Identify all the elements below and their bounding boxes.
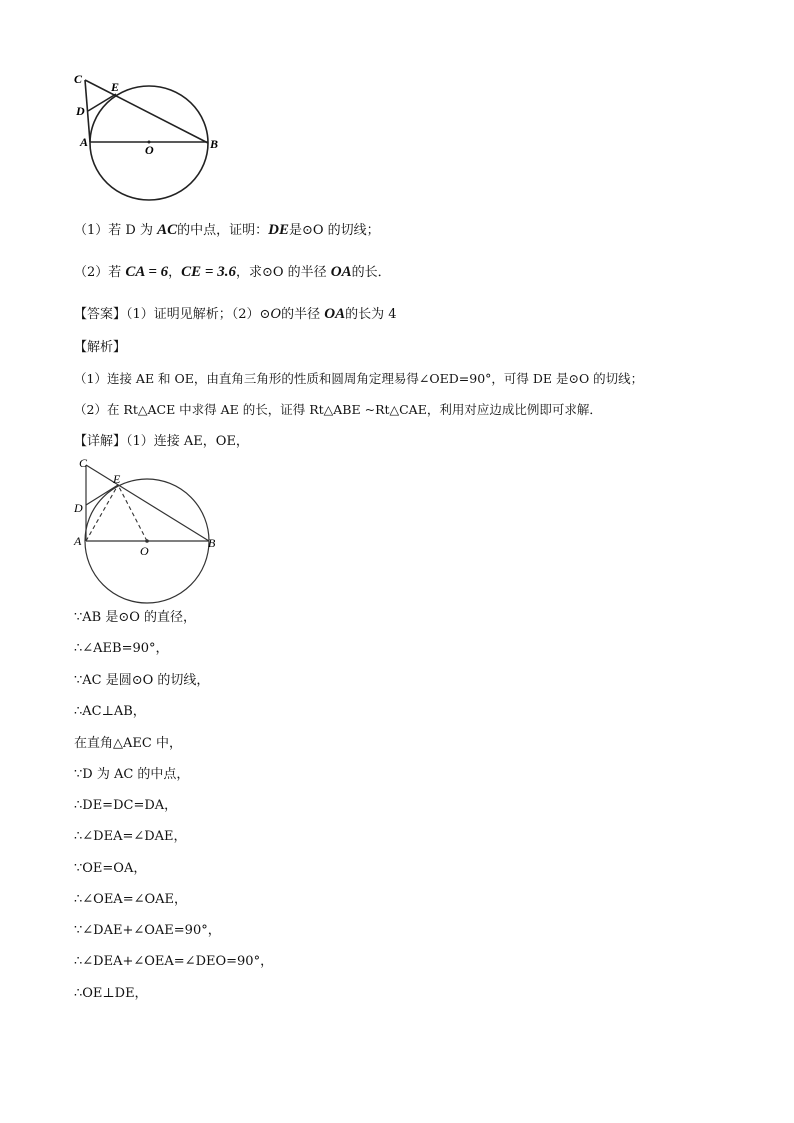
segment-cb-2 [86, 465, 209, 541]
question-2: （2）若 CA = 6，CE = 3.6，求⊙O 的半径 OA的长． [74, 264, 391, 280]
step: ∴DE=DC=DA， [74, 798, 178, 813]
answer-line: 【答案】（1）证明见解析；（2）⊙O的半径 OA的长为 4 [74, 306, 397, 322]
step: ∵OE=OA， [74, 861, 147, 876]
figure-2-diagram [68, 455, 228, 605]
step: ∴∠AEB=90°， [74, 641, 169, 656]
step: ∴AC⊥AB， [74, 704, 146, 719]
segment-cb [85, 80, 208, 143]
step: ∵AB 是⊙O 的直径， [74, 610, 197, 625]
label-d: D [76, 104, 85, 118]
analysis-line-1: （1）连接 AE 和 OE，由直角三角形的性质和圆周角定理易得∠OED=90°，可得 DE 是⊙O 的切线； [74, 371, 644, 386]
label-b: B [210, 137, 219, 151]
step: ∴∠DEA+∠OEA=∠DEO=90°， [74, 954, 274, 969]
dashed-ae [86, 485, 118, 541]
label-o-2: O [140, 544, 149, 558]
step: ∵AC 是圆⊙O 的切线， [74, 673, 210, 688]
step: ∵D 为 AC 的中点， [74, 767, 190, 782]
figure-1-diagram [60, 60, 240, 210]
step: ∴OE⊥DE， [74, 986, 148, 1001]
analysis-line-2: （2）在 Rt△ACE 中求得 AE 的长，证得 Rt△ABE ~Rt△CAE，利用对应边成比例即可求解． [74, 402, 602, 417]
step: ∴∠OEA=∠OAE， [74, 892, 188, 907]
label-e: E [111, 80, 120, 94]
question-1: （1）若 D 为 AC的中点，证明：DE是⊙O 的切线； [74, 222, 380, 238]
step: ∵∠DAE+∠OAE=90°， [74, 923, 221, 938]
detail-heading: 【详解】（1）连接 AE，OE， [74, 434, 249, 449]
step: ∴∠DEA=∠DAE， [74, 829, 187, 844]
label-c: C [74, 72, 83, 86]
label-d-2: D [74, 501, 83, 515]
label-e-2: E [113, 472, 121, 486]
center-point-2 [145, 539, 149, 543]
step: 在直角△AEC 中， [74, 736, 182, 751]
label-c-2: C [79, 456, 88, 470]
label-o: O [145, 143, 154, 157]
segment-de-2 [86, 485, 118, 505]
analysis-heading: 【解析】 [74, 340, 127, 355]
label-a: A [80, 135, 89, 149]
label-b-2: B [208, 536, 216, 550]
label-a-2: A [74, 534, 82, 548]
